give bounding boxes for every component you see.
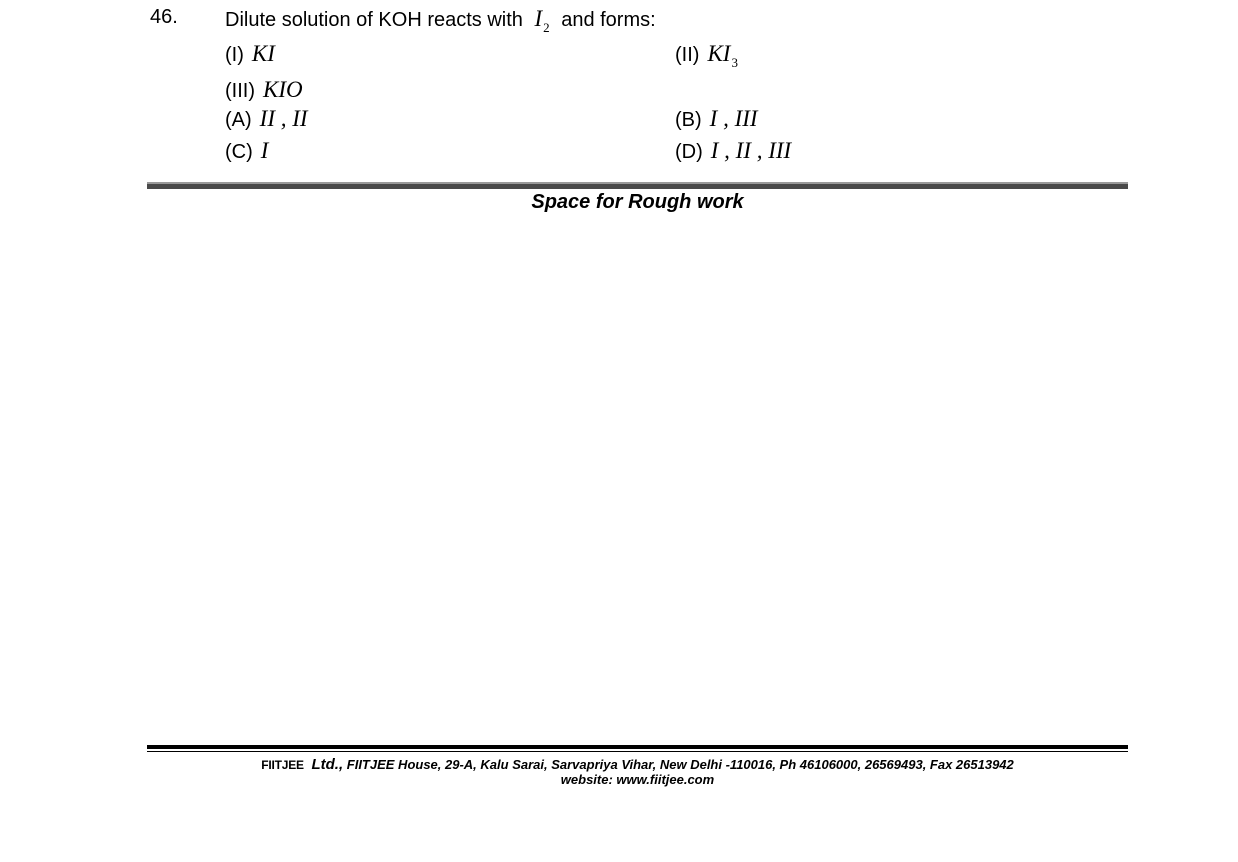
question-number: 46. bbox=[150, 6, 178, 28]
footer-address-line bbox=[147, 756, 1128, 773]
statement-formula: KIO bbox=[263, 77, 303, 102]
option-d[interactable] bbox=[675, 138, 791, 164]
option-label: (A) bbox=[225, 109, 252, 131]
option-a[interactable] bbox=[225, 106, 308, 132]
option-value: I , III bbox=[709, 106, 758, 131]
option-label: (D) bbox=[675, 141, 703, 163]
statement-formula: KI bbox=[707, 41, 731, 66]
option-c[interactable] bbox=[225, 138, 268, 164]
footer-brand-logo: FIITJEE bbox=[261, 758, 304, 772]
option-label: (C) bbox=[225, 141, 253, 163]
option-label: (B) bbox=[675, 109, 702, 131]
statement-formula: KI bbox=[251, 41, 275, 66]
option-value: I bbox=[260, 138, 269, 163]
question-stem bbox=[225, 6, 656, 35]
option-value: I , II , III bbox=[710, 138, 792, 163]
option-value: II , II bbox=[259, 106, 308, 131]
stem-math-subscript: 2 bbox=[543, 20, 550, 35]
statement-label: (III) bbox=[225, 80, 255, 102]
statement-label: (II) bbox=[675, 44, 700, 66]
rough-work-divider bbox=[147, 184, 1128, 189]
option-b[interactable] bbox=[675, 106, 758, 132]
statement-2 bbox=[675, 41, 738, 70]
footer-website[interactable]: website: www.fiitjee.com bbox=[560, 772, 715, 787]
footer-address: FIITJEE House, 29-A, Kalu Sarai, Sarvapriya Vihar, New Delhi -110016, Ph 46106000, 26569493, Fax 26513942 bbox=[346, 757, 1014, 772]
stem-text-after: and forms: bbox=[561, 9, 656, 31]
footer-divider-thin bbox=[147, 751, 1128, 752]
statement-3 bbox=[225, 77, 303, 103]
statement-label: (I) bbox=[225, 44, 244, 66]
statement-subscript: 3 bbox=[731, 55, 738, 70]
footer-ltd: Ltd., bbox=[311, 756, 344, 773]
rough-work-title: Space for Rough work bbox=[531, 191, 744, 213]
statement-1 bbox=[225, 41, 275, 67]
stem-math-iodine: I bbox=[534, 6, 543, 31]
footer-divider-thick bbox=[147, 745, 1128, 749]
stem-text-before: Dilute solution of KOH reacts with bbox=[225, 9, 523, 31]
